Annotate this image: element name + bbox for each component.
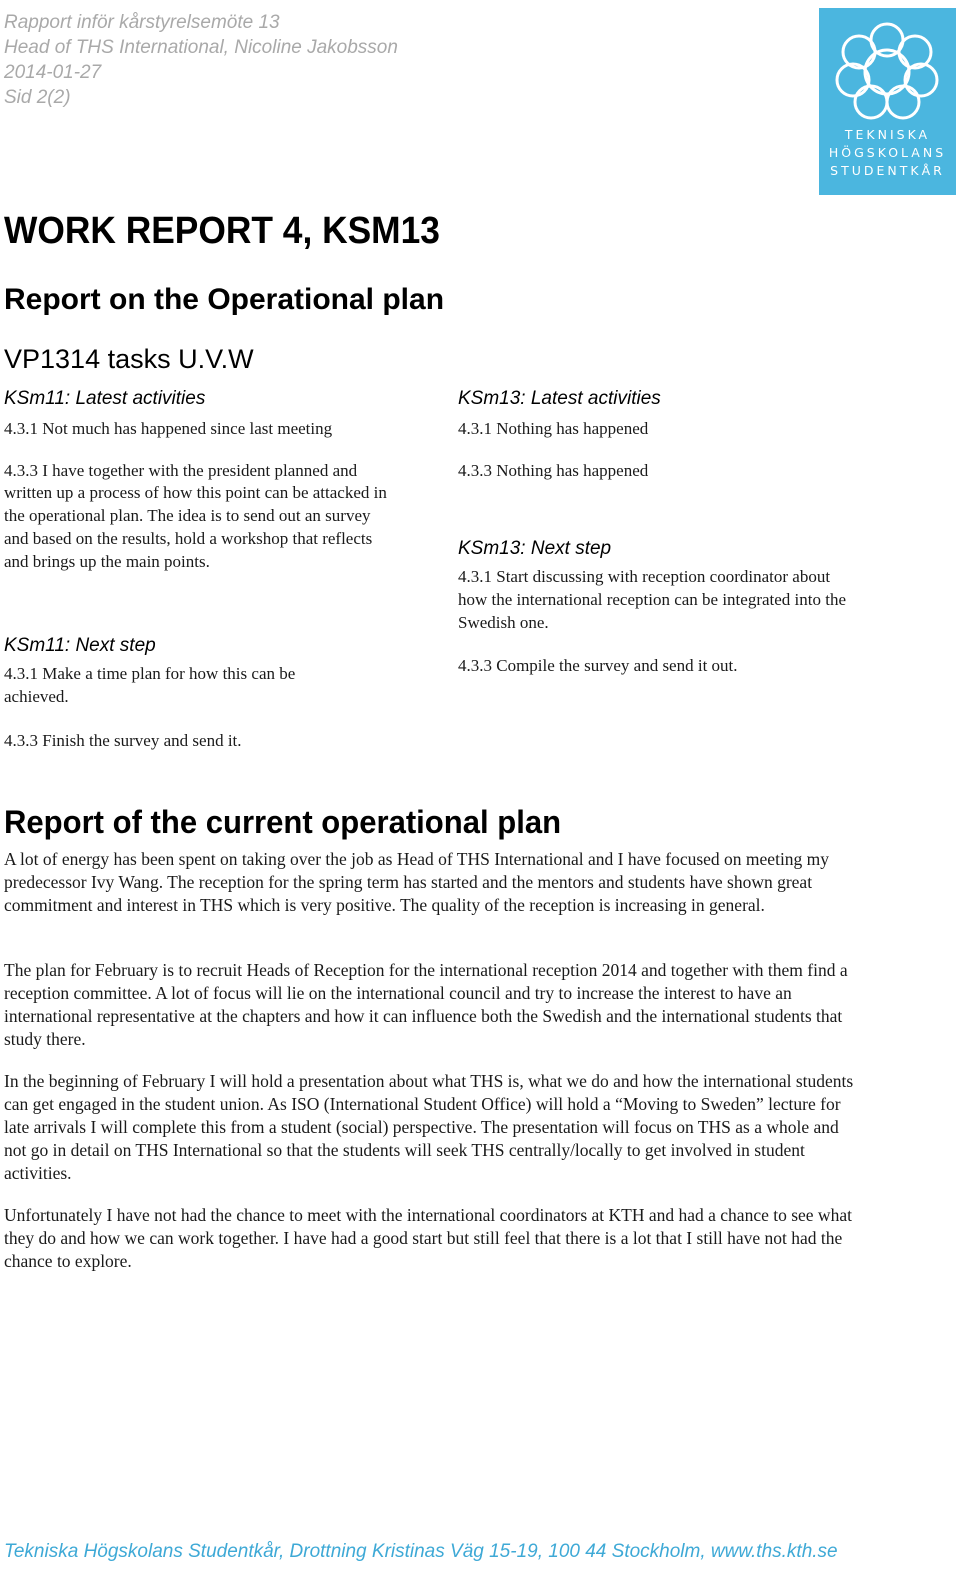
left-next-item-1: 4.3.1 Make a time plan for how this can be achieved. — [4, 664, 296, 706]
right-latest-heading: KSm13: Latest activities — [458, 388, 661, 409]
right-next-item-1: 4.3.1 Start discussing with reception coordinator about how the international reception can be integrated into the Swedish one. — [458, 567, 847, 632]
report-paragraph-4: Unfortunately I have not had the chance to meet with the international coordinators at KTH and had a chance to see what they do and how we can work together. I have had a good start but still feel that there is a lot that I still have not had the chance to explore. — [4, 1205, 852, 1271]
right-column — [458, 386, 858, 677]
left-latest-item-1: 4.3.1 Not much has happened since last meeting — [4, 419, 333, 438]
left-next-heading: KSm11: Next step — [4, 635, 156, 657]
left-next-item-2: 4.3.3 Finish the survey and send it. — [4, 730, 242, 750]
left-column — [4, 386, 389, 752]
right-latest-item-2: 4.3.3 Nothing has happened — [458, 460, 649, 480]
document-header — [4, 10, 398, 110]
footer-address: Tekniska Högskolans Studentkår, Drottning Kristinas Väg 15-19, 100 44 Stockholm, www.ths.kth.se — [4, 1541, 838, 1562]
logo-line-3: STUDENTKÅR — [830, 163, 945, 178]
logo-line-1: TEKNISKA — [844, 127, 931, 142]
header-author: Head of THS International, Nicoline Jakobsson — [4, 37, 398, 58]
right-next-item-2: 4.3.3 Compile the survey and send it out. — [458, 655, 738, 675]
left-latest-item-2: 4.3.3 I have together with the president planned and written up a process of how this point can be attacked in the operational plan. The idea is to send out an survey and based on the results, hold a workshop that reflects and brings up the main points. — [4, 460, 387, 571]
report-paragraph-1: A lot of energy has been spent on taking over the job as Head of THS International and I have focused on meeting my predecessor Ivy Wang. The reception for the spring term has started and the mentors and students have shown great commitment and interest in THS which is very positive. The quality of the reception is increasing in general. — [4, 849, 830, 915]
tasks-heading: VP1314 tasks U.V.W — [4, 344, 254, 374]
page-title: WORK REPORT 4, KSM13 — [4, 210, 440, 252]
page-subtitle: Report on the Operational plan — [4, 283, 445, 316]
logo-wordmark — [819, 126, 956, 180]
rings-emblem-icon — [835, 20, 940, 120]
header-date: 2014-01-27 — [4, 62, 102, 83]
right-latest-item-1: 4.3.1 Nothing has happened — [458, 419, 649, 438]
report-paragraph-2: The plan for February is to recruit Heads of Reception for the international reception 2014 and together with them find a reception committee. A lot of focus will lie on the international council and try to increase the interest to have an international representative at the chapters and how it can influence both the Swedish and the international students that study there. — [4, 960, 848, 1049]
header-page-number: Sid 2(2) — [4, 87, 71, 108]
report-paragraph-3: In the beginning of February I will hold a presentation about what THS is, what we do and how the international students can get engaged in the student union. As ISO (International Student Office) will hold a “Moving to Sweden” lecture for late arrivals I will complete this from a student (social) perspective. The presentation will focus on THS as a whole and not go in detail on THS International so that the students will seek THS centrally/locally to get involved in student activities. — [4, 1071, 854, 1183]
right-next-heading: KSm13: Next step — [458, 538, 612, 560]
left-latest-heading: KSm11: Latest activities — [4, 388, 206, 409]
report-heading: Report of the current operational plan — [4, 804, 562, 840]
header-report-title: Rapport inför kårstyrelsemöte 13 — [4, 12, 280, 33]
logo-line-2: HÖGSKOLANS — [828, 145, 947, 160]
ths-logo — [819, 8, 956, 195]
